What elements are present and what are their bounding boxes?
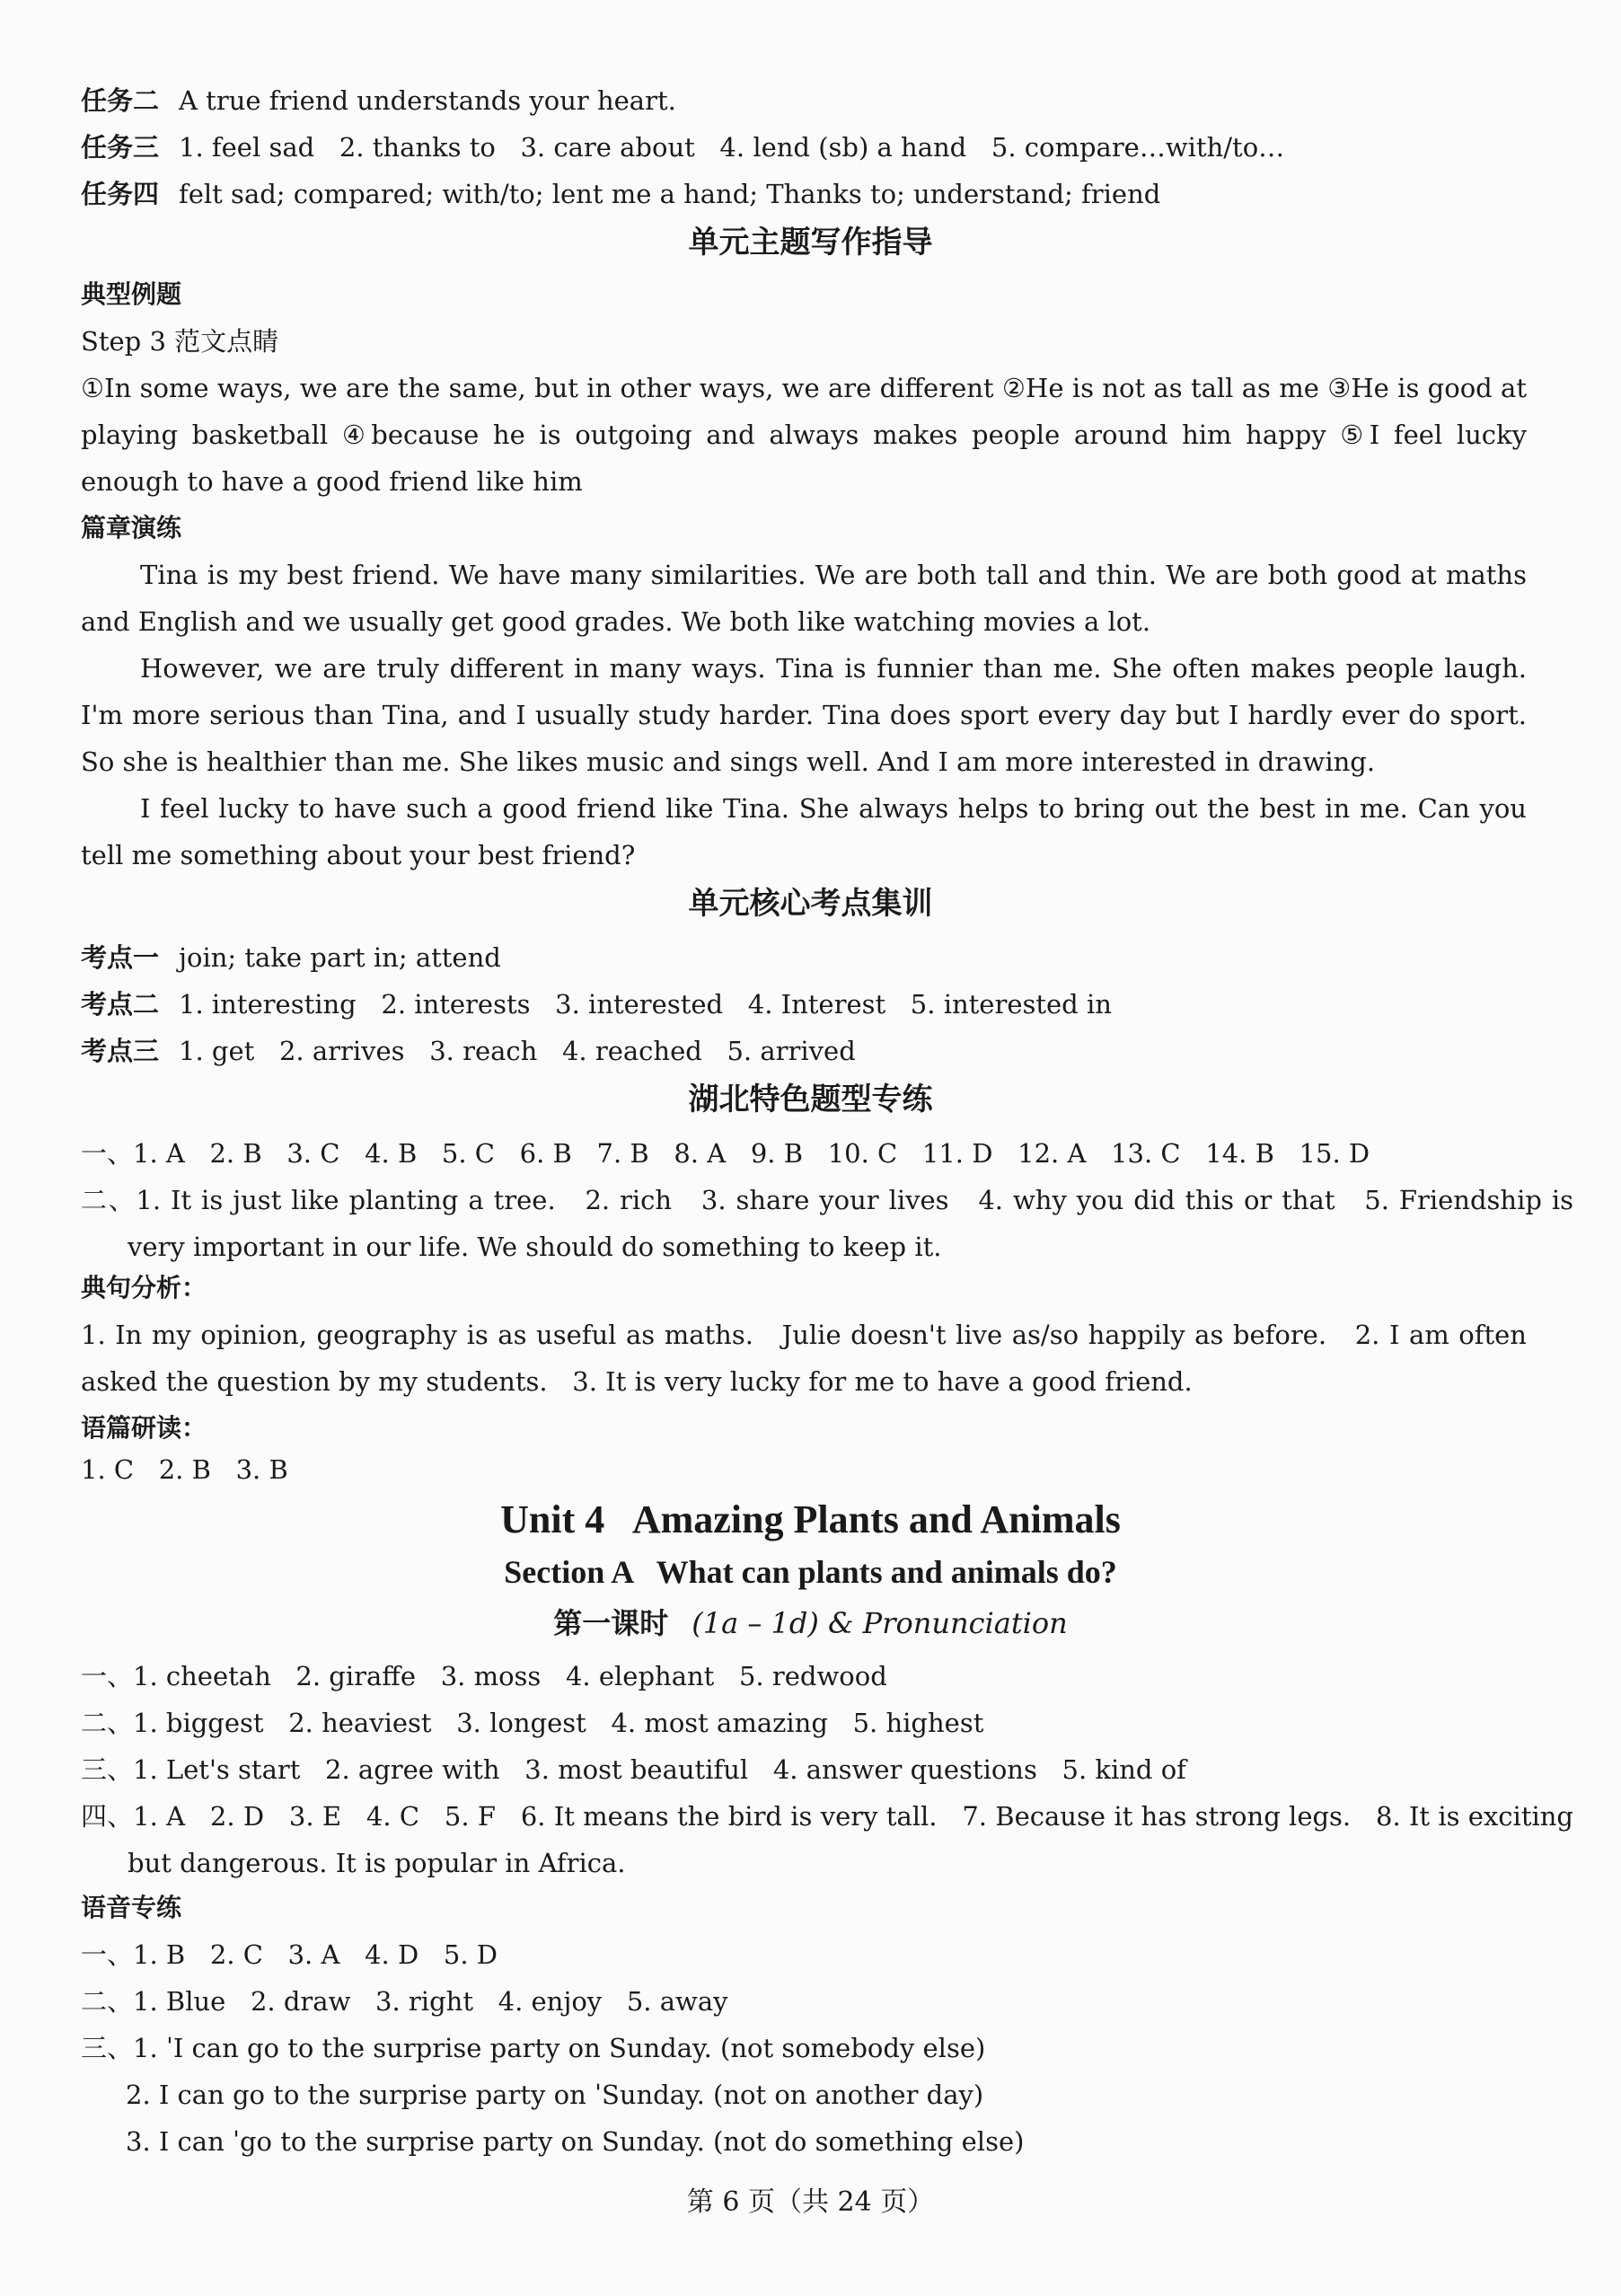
page-number: 第 6 页（共 24 页）: [686, 2186, 935, 2218]
task-text: A true friend understands your heart.: [179, 85, 676, 116]
pronunciation-line: 二、1. Blue 2. draw 3. right 4. enjoy 5. away: [81, 1986, 728, 2017]
core-points-heading: 单元核心考点集训: [688, 886, 933, 922]
model-answer: ①In some ways, we are the same, but in other ways, we are different ②He is not as tall as me ③He is good at playing basketball ④because he is outgoing and always makes people around him happy ⑤I feel lucky enough to have a good friend like him: [81, 373, 1527, 497]
unit4-answer-1: 一、1. cheetah 2. giraffe 3. moss 4. elephant 5. redwood: [81, 1661, 887, 1691]
lesson-title: [0, 1603, 1621, 1644]
writing-guide-heading: 单元主题写作指导: [688, 225, 933, 261]
hubei-part-1: 一、1. A 2. B 3. C 4. B 5. C 6. B 7. B 8. A 9. B 10. C 11. D 12. A 13. C 14. B 15. D: [81, 1138, 1370, 1169]
core-point-text: 1. get 2. arrives 3. reach 4. reached 5. arrived: [179, 1036, 856, 1066]
step-label: Step 3 范文点睛: [81, 326, 279, 357]
unit4-answer-4: 四、1. A 2. D 3. E 4. C 5. F 6. It means the bird is very tall. 7. Because it has strong legs. 8. It is exciting but dangerous. It is popular in Africa.: [81, 1801, 1582, 1878]
task-label: 任务四: [81, 179, 160, 209]
pronunciation-line: 三、1. ˈI can go to the surprise party on Sunday. (not somebody else): [81, 2033, 986, 2063]
task-label: 任务三: [81, 132, 160, 163]
unit4-answer-2: 二、1. biggest 2. heaviest 3. longest 4. most amazing 5. highest: [81, 1708, 984, 1738]
core-point-1: [81, 940, 1545, 976]
pronunciation-line: 2. I can go to the surprise party on ˈSunday. (not on another day): [126, 2080, 984, 2110]
lesson-title-en: (1a – 1d) & Pronunciation: [692, 1606, 1068, 1640]
essay-paragraph: I feel lucky to have such a good friend like Tina. She always helps to bring out the best in me. Can you tell me something about your best friend?: [81, 793, 1527, 870]
pronunciation-line: 3. I can ˈgo to the surprise party on Sunday. (not do something else): [126, 2126, 1025, 2157]
unit-title: Unit 4 Amazing Plants and Animals: [500, 1497, 1121, 1541]
task-line-4: [81, 176, 1545, 212]
task-label: 任务二: [81, 85, 160, 116]
essay-paragraph: Tina is my best friend. We have many similarities. We are both tall and thin. We are both good at maths and English and we usually get good grades. We both like watching movies a lot.: [81, 560, 1527, 637]
task-line-2: [81, 83, 1545, 119]
unit4-answer-3: 三、1. Let's start 2. agree with 3. most beautiful 4. answer questions 5. kind of: [81, 1754, 1186, 1785]
example-label: 典型例题: [81, 279, 182, 309]
pronunciation-label: 语音专练: [81, 1893, 182, 1922]
essay-paragraph: However, we are truly different in many ways. Tina is funnier than me. She often makes people laugh. I'm more serious than Tina, and I usually study harder. Tina does sport every day but I hardly ever do sport. So she is healthier than me. She likes music and sings well. And I am more interested in drawing.: [81, 653, 1527, 777]
task-text: felt sad; compared; with/to; lent me a hand; Thanks to; understand; friend: [179, 179, 1161, 209]
lesson-title-cn: 第一课时: [553, 1606, 669, 1640]
task-line-3: [81, 129, 1545, 165]
core-point-label: 考点一: [81, 942, 160, 973]
core-point-text: 1. interesting 2. interests 3. interested 4. Interest 5. interested in: [179, 989, 1112, 1020]
section-title: Section A What can plants and animals do?: [504, 1554, 1117, 1590]
core-point-2: [81, 986, 1545, 1022]
hubei-part-2: 二、1. It is just like planting a tree. 2. rich 3. share your lives 4. why you did this or that 5. Friendship is very important in our life. We should do something to keep it.: [81, 1185, 1582, 1262]
core-point-3: [81, 1033, 1545, 1069]
core-point-text: join; take part in; attend: [179, 942, 501, 973]
sentence-analysis-label: 典句分析：: [81, 1273, 207, 1303]
reading-label: 语篇研读：: [81, 1413, 207, 1443]
task-text: 1. feel sad 2. thanks to 3. care about 4. lend (sb) a hand 5. compare…with/to…: [179, 132, 1285, 163]
core-point-label: 考点二: [81, 989, 160, 1020]
pronunciation-line: 一、1. B 2. C 3. A 4. D 5. D: [81, 1939, 498, 1970]
hubei-heading: 湖北特色题型专练: [688, 1082, 933, 1117]
practice-label: 篇章演练: [81, 513, 182, 543]
sentence-analysis-text: 1. In my opinion, geography is as useful as maths. Julie doesn't live as/so happily as before. 2. I am often asked the question by my students. 3. It is very lucky for me to have a good friend.: [81, 1320, 1536, 1397]
reading-answers: 1. C 2. B 3. B: [81, 1454, 288, 1485]
core-point-label: 考点三: [81, 1036, 160, 1066]
